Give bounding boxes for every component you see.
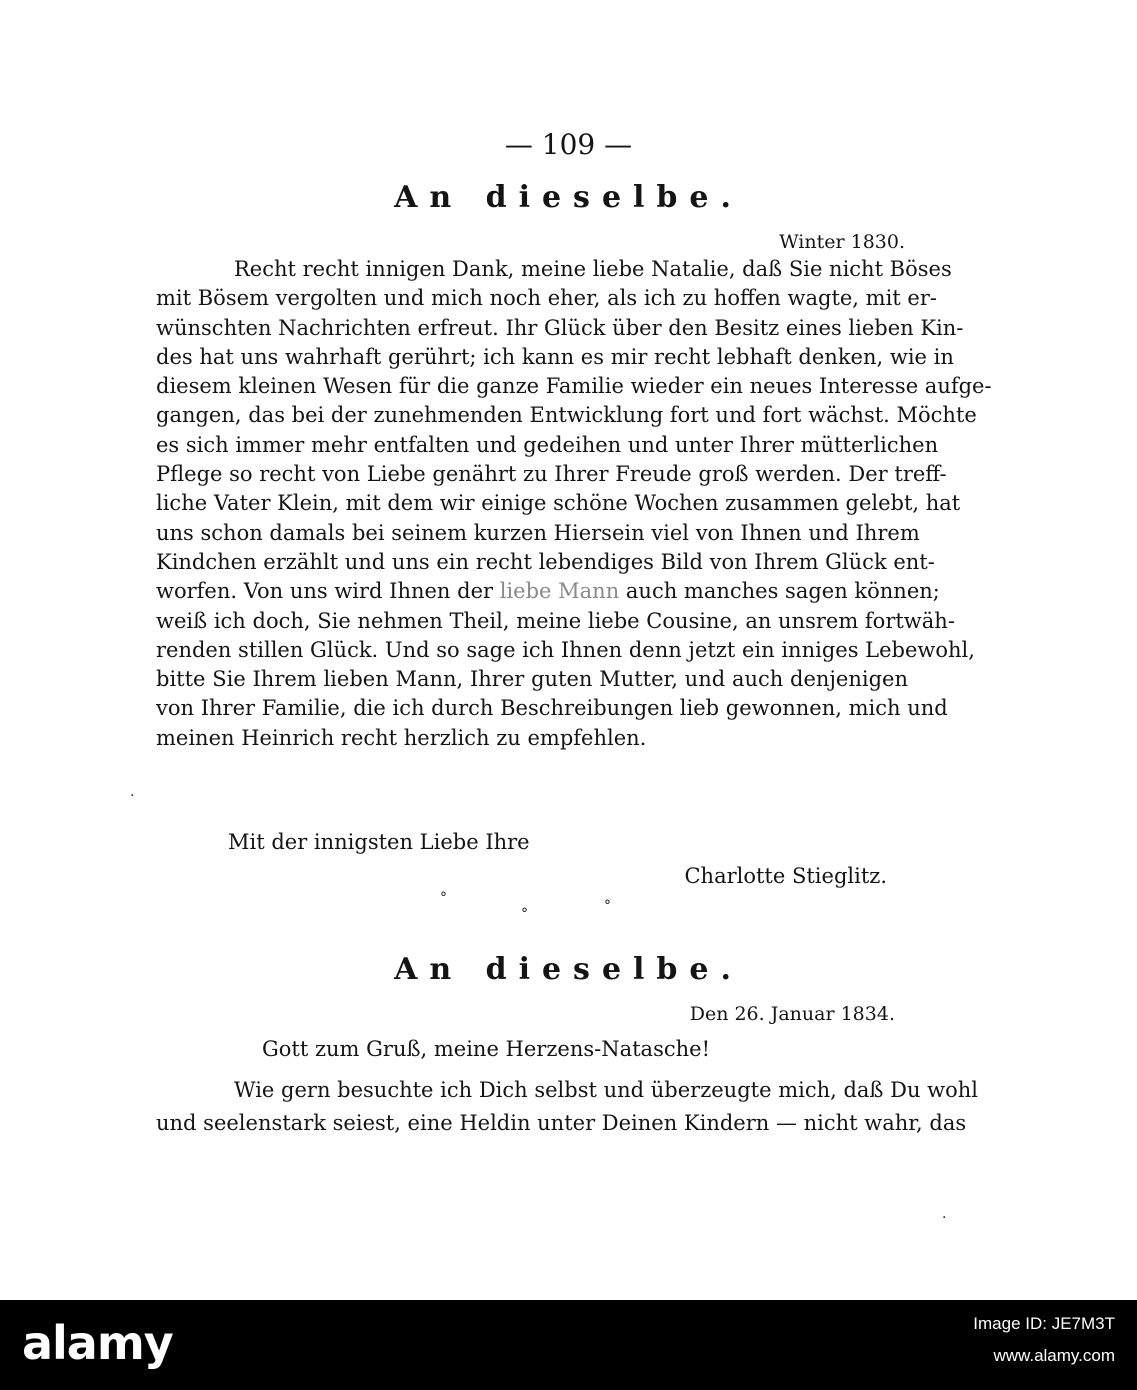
letter1-line: renden stillen Glück. Und so sage ich Ihnen denn jetzt ein inniges Lebewohl, <box>156 637 975 662</box>
letter1-line: Recht recht innigen Dank, meine liebe Natalie, daß Sie nicht Böses <box>234 257 952 281</box>
letter2-heading: An dieselbe. <box>394 952 743 987</box>
letter1-body <box>156 255 992 753</box>
letter1-date: Winter 1830. <box>779 231 905 253</box>
letter2-line: und seelenstark seiest, eine Heldin unter Deinen Kindern — nicht wahr, das <box>156 1111 967 1135</box>
letter1-line: diesem kleinen Wesen für die ganze Familie wieder ein neues Interesse aufge- <box>156 374 992 399</box>
letter1-line-faded <box>156 577 940 606</box>
letter1-line: gangen, das bei der zunehmenden Entwicklung fort und fort wächst. Möchte <box>156 403 977 428</box>
letter2-salutation: Gott zum Gruß, meine Herzens-Natasche! <box>262 1037 711 1061</box>
letter1-heading: An dieselbe. <box>394 180 743 215</box>
scan-speck: · <box>130 788 135 804</box>
letter1-line: wünschten Nachrichten erfreut. Ihr Glück über den Besitz eines lieben Kin- <box>156 315 964 340</box>
letter1-line: bitte Sie Ihrem lieben Mann, Ihrer guten Mutter, und auch denjenigen <box>156 667 908 692</box>
separator-mark: ° <box>604 898 611 914</box>
alamy-logo: alamy <box>22 1316 173 1370</box>
letter1-line: Kindchen erzählt und uns ein recht lebendiges Bild von Ihrem Glück ent- <box>156 549 935 574</box>
letter1-closing: Mit der innigsten Liebe Ihre <box>228 830 530 854</box>
letter2-line: Wie gern besuchte ich Dich selbst und überzeugte mich, daß Du wohl <box>234 1078 979 1102</box>
faded-text: liebe Mann <box>499 579 620 604</box>
page-number: — 109 — <box>504 128 633 161</box>
letter2-body <box>156 1074 979 1140</box>
line-text-b: auch manches sagen können; <box>625 579 940 604</box>
letter1-line: uns schon damals bei seinem kurzen Hiersein viel von Ihnen und Ihrem <box>156 520 920 545</box>
letter2-date: Den 26. Januar 1834. <box>689 1003 895 1025</box>
scan-speck: · <box>942 1210 947 1226</box>
letter1-line: von Ihrer Familie, die ich durch Beschreibungen lieb gewonnen, mich und <box>156 696 948 721</box>
letter1-line: liche Vater Klein, mit dem wir einige schöne Wochen zusammen gelebt, hat <box>156 491 961 516</box>
letter1-line: meinen Heinrich recht herzlich zu empfehlen. <box>156 725 647 750</box>
letter1-line: es sich immer mehr entfalten und gedeihen und unter Ihrer mütterlichen <box>156 432 939 457</box>
separator-mark: ° <box>521 906 528 922</box>
letter1-signature: Charlotte Stieglitz. <box>684 864 887 888</box>
letter1-line: weiß ich doch, Sie nehmen Theil, meine liebe Cousine, an unsrem fortwäh- <box>156 608 955 633</box>
line-text-a: worfen. Von uns wird Ihnen der <box>156 579 494 604</box>
site-url: www.alamy.com <box>993 1346 1115 1365</box>
image-id: Image ID: JE7M3T <box>973 1314 1115 1333</box>
separator-mark: ° <box>440 890 447 906</box>
letter1-line: Pflege so recht von Liebe genährt zu Ihrer Freude groß werden. Der treff- <box>156 462 947 487</box>
letter1-line: mit Bösem vergolten und mich noch eher, als ich zu hoffen wagte, mit er- <box>156 286 937 311</box>
letter1-line: des hat uns wahrhaft gerührt; ich kann es mir recht lebhaft denken, wie in <box>156 344 954 369</box>
